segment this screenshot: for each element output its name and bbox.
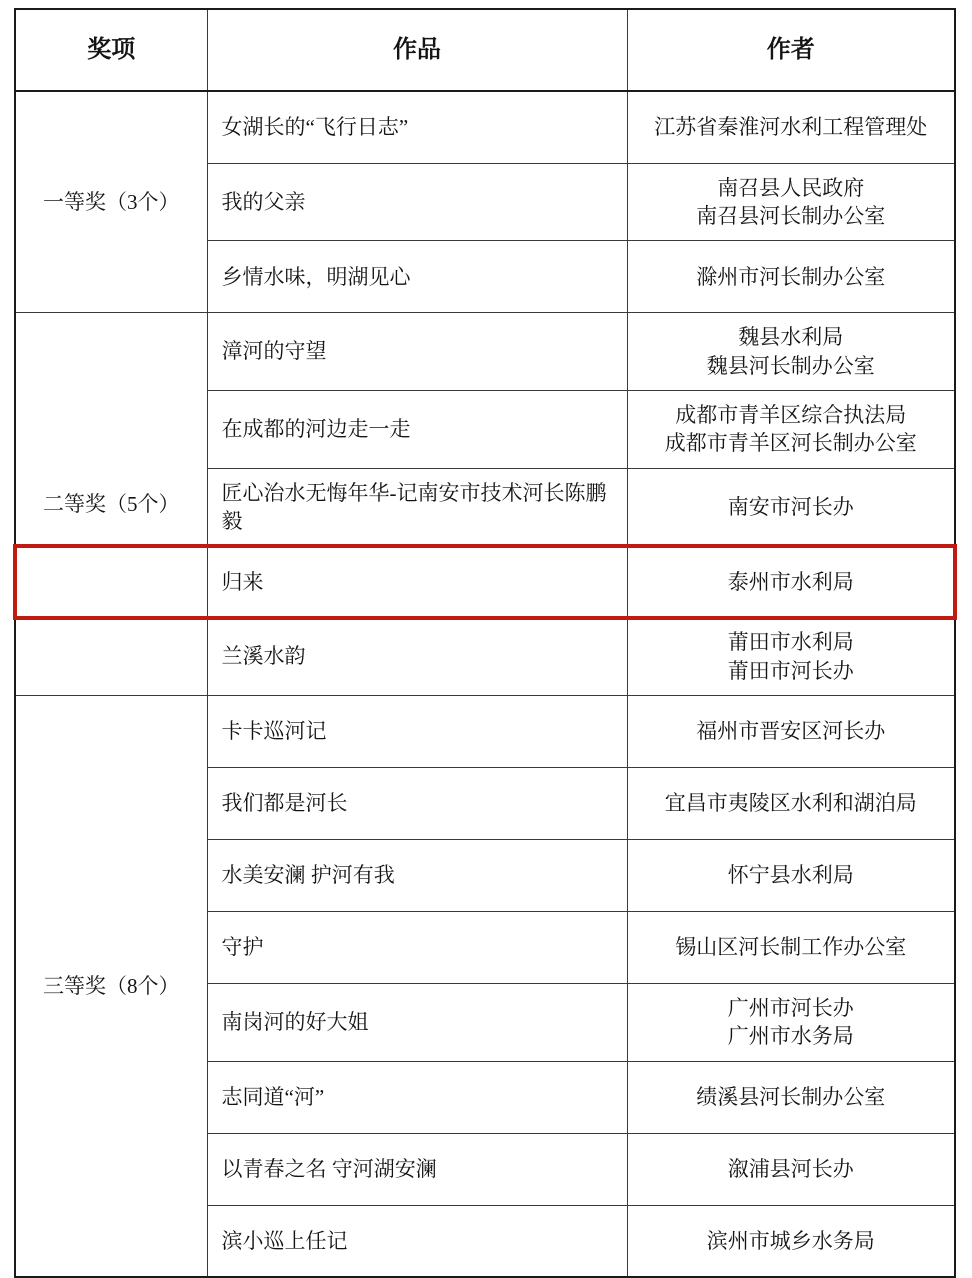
work-title: 我们都是河长: [207, 767, 627, 839]
author-line: 莆田市水利局: [727, 630, 854, 655]
author-name: [627, 163, 955, 241]
table-header: [15, 9, 955, 91]
author-line: 江苏省秦淮河水利工程管理处: [654, 115, 928, 140]
author-name: [627, 546, 955, 618]
author-line: 成都市青羊区综合执法局: [675, 402, 907, 427]
author-name: [627, 695, 955, 767]
author-line: 成都市青羊区河长制办公室: [664, 431, 917, 456]
author-name: [627, 390, 955, 468]
author-line: 魏县水利局: [738, 325, 844, 350]
table-body: [15, 91, 955, 1277]
author-name: [627, 313, 955, 391]
author-name: [627, 839, 955, 911]
work-title: 以青春之名 守河湖安澜: [207, 1133, 627, 1205]
header-author: 作者: [627, 9, 955, 91]
author-line: 溆浦县河长办: [727, 1156, 854, 1181]
author-name: [627, 1205, 955, 1277]
header-work: 作品: [207, 9, 627, 91]
work-title: 匠心治水无悔年华-记南安市技术河长陈鹏毅: [207, 468, 627, 546]
work-title: 我的父亲: [207, 163, 627, 241]
author-line: 宜昌市夷陵区水利和湖泊局: [664, 791, 917, 816]
work-title: 兰溪水韵: [207, 618, 627, 696]
author-line: 锡山区河长制工作办公室: [675, 935, 907, 960]
author-line: 滁州市河长制办公室: [696, 264, 886, 289]
work-title: 南岗河的好大姐: [207, 983, 627, 1061]
work-title: 女湖长的“飞行日志”: [207, 91, 627, 163]
author-line: 魏县河长制办公室: [706, 353, 875, 378]
table-row: [15, 313, 955, 391]
header-award: 奖项: [15, 9, 207, 91]
work-title: 归来: [207, 546, 627, 618]
author-line: 南召县河长制办公室: [696, 203, 886, 228]
work-title: 乡情水味，明湖见心: [207, 241, 627, 313]
header-row: [15, 9, 955, 91]
author-line: 广州市河长办: [727, 995, 854, 1020]
table-row: [15, 91, 955, 163]
work-title: 水美安澜 护河有我: [207, 839, 627, 911]
author-line: 南安市河长办: [727, 494, 854, 519]
author-line: 滨州市城乡水务局: [706, 1228, 875, 1253]
award-group-label: 二等奖（5个）: [15, 313, 207, 696]
table-row: [15, 695, 955, 767]
author-line: 绩溪县河长制办公室: [696, 1084, 886, 1109]
author-name: [627, 1061, 955, 1133]
award-list-table: [14, 8, 956, 1278]
work-title: 守护: [207, 911, 627, 983]
author-name: [627, 767, 955, 839]
author-line: 南召县人民政府: [717, 175, 865, 200]
author-name: [627, 91, 955, 163]
author-name: [627, 618, 955, 696]
work-title: 卡卡巡河记: [207, 695, 627, 767]
author-name: [627, 468, 955, 546]
author-line: 福州市晋安区河长办: [696, 719, 886, 744]
work-title: 在成都的河边走一走: [207, 390, 627, 468]
author-line: 泰州市水利局: [727, 569, 854, 594]
award-group-label: 一等奖（3个）: [15, 91, 207, 313]
author-name: [627, 1133, 955, 1205]
author-line: 怀宁县水利局: [727, 863, 854, 888]
work-title: 志同道“河”: [207, 1061, 627, 1133]
award-group-label: 三等奖（8个）: [15, 695, 207, 1277]
author-name: [627, 241, 955, 313]
work-title: 滨小巡上任记: [207, 1205, 627, 1277]
author-name: [627, 911, 955, 983]
author-name: [627, 983, 955, 1061]
work-title: 漳河的守望: [207, 313, 627, 391]
author-line: 广州市水务局: [727, 1024, 854, 1049]
author-line: 莆田市河长办: [727, 658, 854, 683]
